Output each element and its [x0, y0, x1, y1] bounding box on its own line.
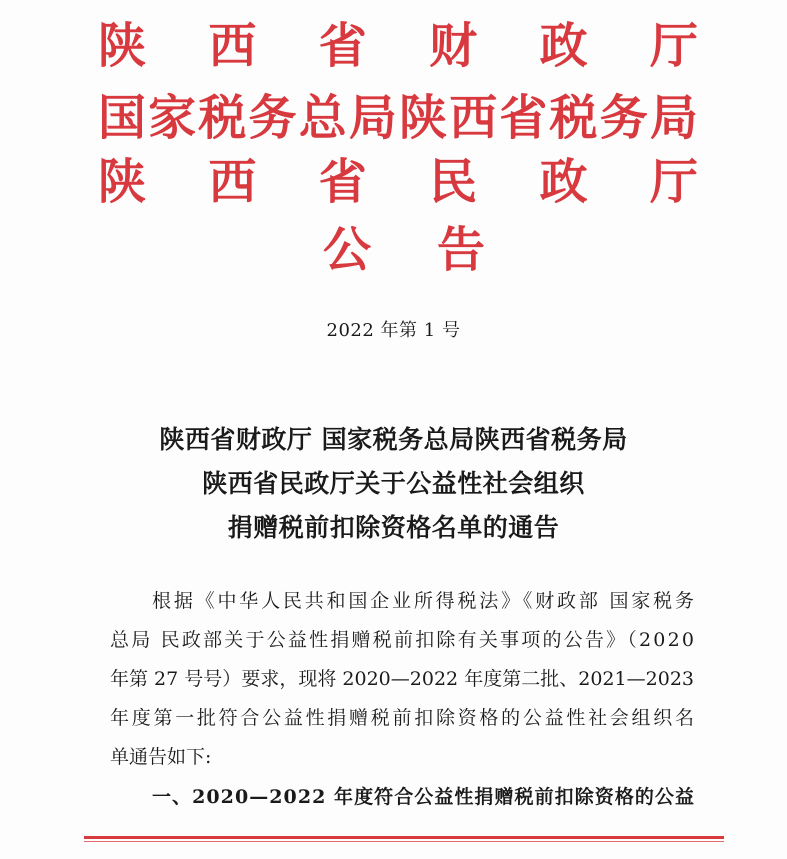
body-text: 单通告如下:: [110, 746, 212, 768]
header-char: 民: [429, 154, 478, 210]
header-char: 政: [539, 154, 588, 210]
title-line-1: 陕西省财政厅 国家税务总局陕西省税务局: [159, 425, 628, 454]
issuer-header-line-3: [98, 154, 698, 210]
body-text: 一、2020—2022 年度符合公益性捐赠税前扣除资格的公益: [152, 786, 696, 808]
header-char: 公: [323, 222, 372, 278]
header-char: 厅: [649, 18, 698, 74]
header-char: 务: [599, 90, 648, 146]
header-char: 局: [348, 90, 397, 146]
header-char: 局: [649, 90, 698, 146]
body-line-4: [110, 707, 697, 729]
body-text: 年度第一批符合公益性捐赠税前扣除资格的公益性社会组织名: [110, 707, 697, 729]
header-char: 告: [436, 222, 485, 278]
body-text: 根据《中华人民共和国企业所得税法》《财政部 国家税务: [152, 590, 697, 612]
body-line-1: [152, 590, 697, 612]
header-char: 西: [208, 18, 257, 74]
document-number: 2022 年第 1 号: [326, 320, 461, 341]
header-char: 国: [98, 90, 147, 146]
header-char: 陕: [98, 18, 147, 74]
header-char: 务: [248, 90, 297, 146]
header-char: 陕: [399, 90, 448, 146]
header-char: 西: [208, 154, 257, 210]
red-divider-thin: [84, 841, 724, 842]
header-char: 厅: [649, 154, 698, 210]
header-char: 省: [318, 154, 367, 210]
body-line-2: [110, 629, 697, 651]
issuer-header-line-1: [98, 18, 698, 74]
header-char: 西: [449, 90, 498, 146]
header-char: 政: [539, 18, 588, 74]
notice-header: [323, 222, 485, 278]
body-line-5: [110, 748, 211, 767]
header-char: 税: [549, 90, 598, 146]
header-char: 总: [298, 90, 347, 146]
header-char: 家: [148, 90, 197, 146]
section-heading-1: [152, 788, 694, 807]
title-line-2: 陕西省民政厅关于公益性社会组织: [202, 469, 585, 498]
red-divider: [84, 836, 724, 839]
header-char: 省: [318, 18, 367, 74]
header-char: 财: [429, 18, 478, 74]
header-char: 税: [198, 90, 247, 146]
body-text: 年第 27 号号）要求，现将 2020—2022 年度第二批、2021—2023: [110, 668, 695, 690]
header-char: 省: [499, 90, 548, 146]
title-line-3: 捐赠税前扣除资格名单的通告: [227, 513, 560, 542]
body-line-3: [110, 670, 694, 689]
body-text: 总局 民政部关于公益性捐赠税前扣除有关事项的公告》（2020: [110, 629, 697, 651]
issuer-header-line-2: [98, 90, 698, 146]
header-char: 陕: [98, 154, 147, 210]
